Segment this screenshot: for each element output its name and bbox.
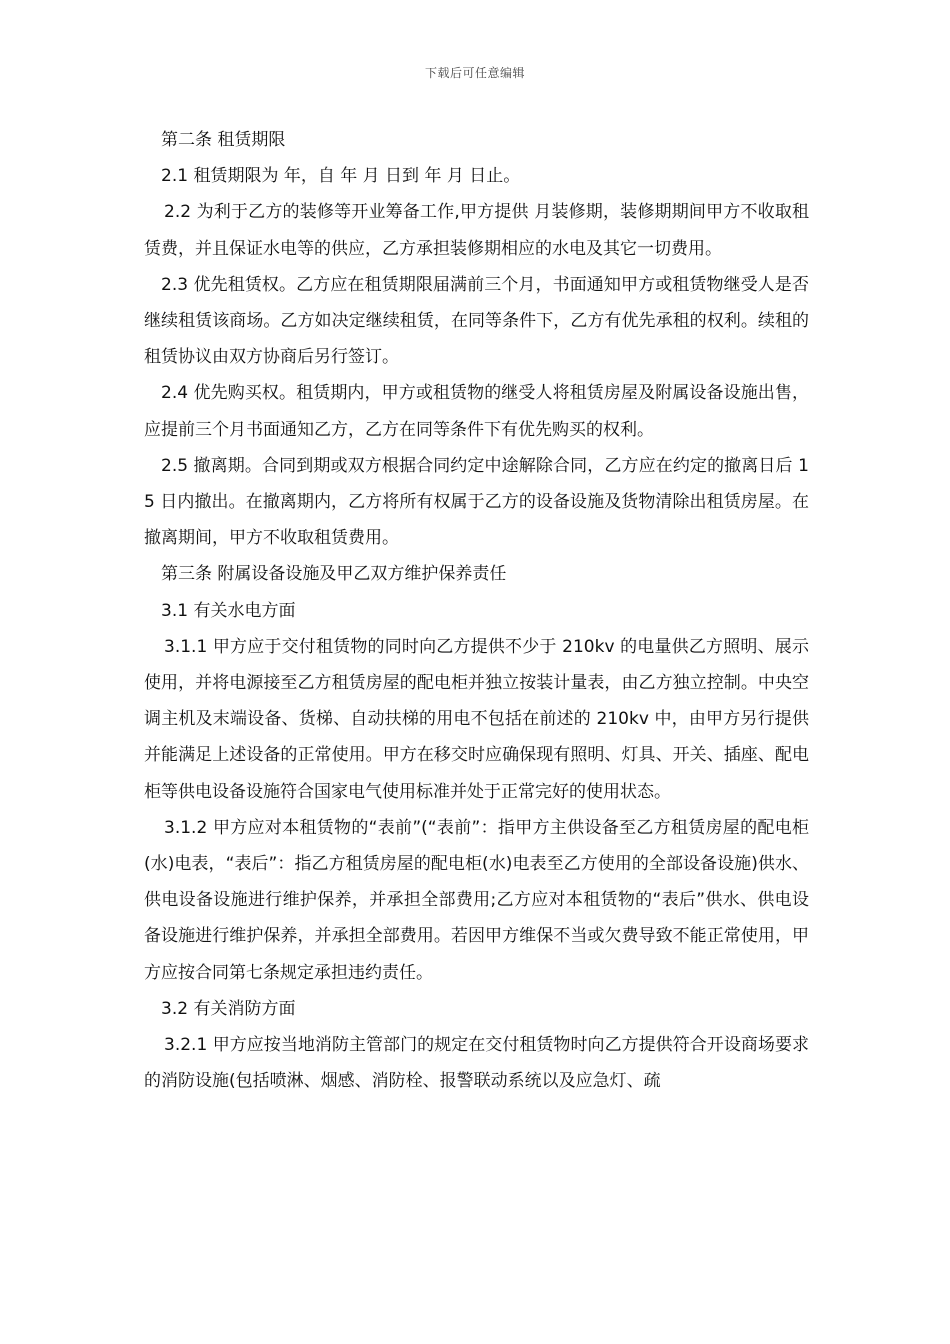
document-body xyxy=(144,122,809,1099)
page-header-note: 下载后可任意编辑 xyxy=(424,66,525,80)
section-heading-lease-term: 第二条 租赁期限 xyxy=(161,130,286,150)
clause-3-1-1: 3.1.1 甲方应于交付租赁物的同时向乙方提供不少于 210kv 的电量供乙方照明、展示使用，并将电源接至乙方租赁房屋的配电柜并独立按装计量表，由乙方独立控制。中央空调主机及末端设备、货梯、自动扶梯的用电不包括在前述的 210kv 中，由甲方另行提供并能满足上述设备的正常使用。甲方在移交时应确保现有照明、灯具、开关、插座、配电柜等供电设备设施符合国家电气使用标准并处于正常完好的使用状态。 xyxy=(144,636,809,802)
clause-3-1: 3.1 有关水电方面 xyxy=(161,600,296,621)
section-heading-facilities: 第三条 附属设备设施及甲乙双方维护保养责任 xyxy=(161,564,507,585)
clause-3-2: 3.2 有关消防方面 xyxy=(161,998,296,1019)
clause-2-5: 2.5 撤离期。合同到期或双方根据合同约定中途解除合同，乙方应在约定的撤离日后 15 日内撤出。在撤离期内，乙方将所有权属于乙方的设备设施及货物清除出租赁房屋。在撤离期间，甲方不收取租赁费用。 xyxy=(144,455,809,549)
clause-3-2-1: 3.2.1 甲方应按当地消防主管部门的规定在交付租赁物时向乙方提供符合开设商场要求的消防设施(包括喷淋、烟感、消防栓、报警联动系统以及应急灯、疏 xyxy=(144,1035,809,1092)
clause-2-1: 2.1 租赁期限为 年，自 年 月 日到 年 月 日止。 xyxy=(161,166,521,187)
clause-2-2: 2.2 为利于乙方的装修等开业筹备工作,甲方提供 月装修期，装修期期间甲方不收取租赁费，并且保证水电等的供应，乙方承担装修期相应的水电及其它一切费用。 xyxy=(144,202,809,259)
clause-2-4: 2.4 优先购买权。租赁期内，甲方或租赁物的继受人将租赁房屋及附属设备设施出售，应提前三个月书面通知乙方，乙方在同等条件下有优先购买的权利。 xyxy=(144,383,809,440)
clause-2-3: 2.3 优先租赁权。乙方应在租赁期限届满前三个月，书面通知甲方或租赁物继受人是否继续租赁该商场。乙方如决定继续租赁，在同等条件下，乙方有优先承租的权利。续租的租赁协议由双方协商后另行签订。 xyxy=(144,274,809,368)
clause-3-1-2: 3.1.2 甲方应对本租赁物的“表前”(“表前”：指甲方主供设备至乙方租赁房屋的配电柜(水)电表，“表后”：指乙方租赁房屋的配电柜(水)电表至乙方使用的全部设备设施)供水、供电设备设施进行维护保养，并承担全部费用;乙方应对本租赁物的“表后”供水、供电设备设施进行维护保养，并承担全部费用。若因甲方维保不当或欠费导致不能正常使用，甲方应按合同第七条规定承担违约责任。 xyxy=(144,817,809,983)
